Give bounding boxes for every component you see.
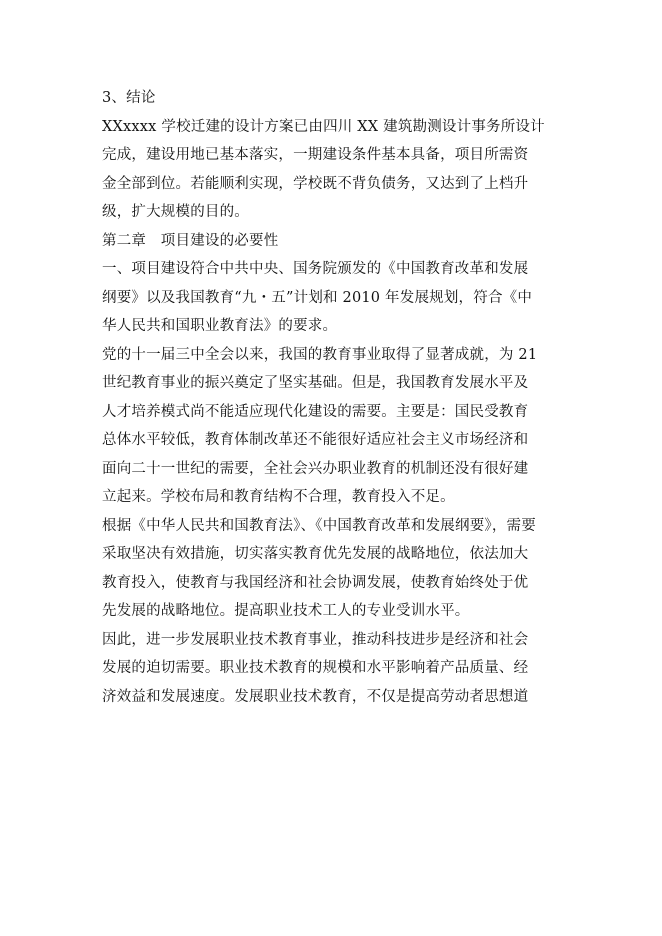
paragraph-law-line: 教育投入，使教育与我国经济和社会协调发展，使教育始终处于优 [102, 574, 529, 591]
paragraph-party-line: 总体水平较低，教育体制改革还不能很好适应社会主义市场经济和 [102, 432, 529, 448]
section-one-line: 纲要》以及我国教育“九・五”计划和 2010 年发展规划，符合《中 [102, 289, 533, 306]
paragraph-law-line: 先发展的战略地位。提高职业技术工人的专业受训水平。 [102, 603, 470, 619]
document-body [102, 84, 562, 711]
paragraph-party-line: 世纪教育事业的振兴奠定了坚实基础。但是，我国教育发展水平及 [102, 375, 529, 391]
paragraph-party-line: 党的十一届三中全会以来，我国的教育事业取得了显著成就，为 21 [102, 346, 538, 363]
chapter-title: 第二章 项目建设的必要性 [102, 232, 279, 249]
section-heading: 3、结论 [102, 90, 156, 106]
conclusion-line: 完成，建设用地已基本落实，一期建设条件基本具备，项目所需资 [102, 147, 529, 163]
conclusion-line: 级，扩大规模的目的。 [102, 204, 249, 220]
paragraph-therefore-line: 因此，进一步发展职业技术教育事业，推动科技进步是经济和社会 [102, 631, 529, 648]
section-one-line: 一、项目建设符合中共中央、国务院颁发的《中国教育改革和发展 [102, 261, 529, 277]
paragraph-therefore-line: 济效益和发展速度。发展职业技术教育，不仅是提高劳动者思想道 [102, 688, 529, 705]
paragraph-party-line: 人才培养模式尚不能适应现代化建设的需要。主要是：国民受教育 [102, 403, 529, 420]
section-one-line: 华人民共和国职业教育法》的要求。 [102, 318, 338, 334]
conclusion-line: XXxxxx 学校迁建的设计方案已由四川 XX 建筑勘测设计事务所设计 [102, 118, 545, 135]
paragraph-law-line: 根据《中华人民共和国教育法》、《中国教育改革和发展纲要》，需要 [102, 517, 536, 534]
paragraph-party-line: 立起来。学校布局和教育结构不合理，教育投入不足。 [102, 489, 455, 505]
paragraph-party-line: 面向二十一世纪的需要，全社会兴办职业教育的机制还没有很好建 [102, 460, 529, 477]
paragraph-law-line: 采取坚决有效措施，切实落实教育优先发展的战略地位，依法加大 [102, 546, 529, 562]
conclusion-line: 金全部到位。若能顺利实现，学校既不背负债务，又达到了上档升 [102, 175, 529, 192]
paragraph-therefore-line: 发展的迫切需要。职业技术教育的规模和水平影响着产品质量、经 [102, 660, 529, 676]
